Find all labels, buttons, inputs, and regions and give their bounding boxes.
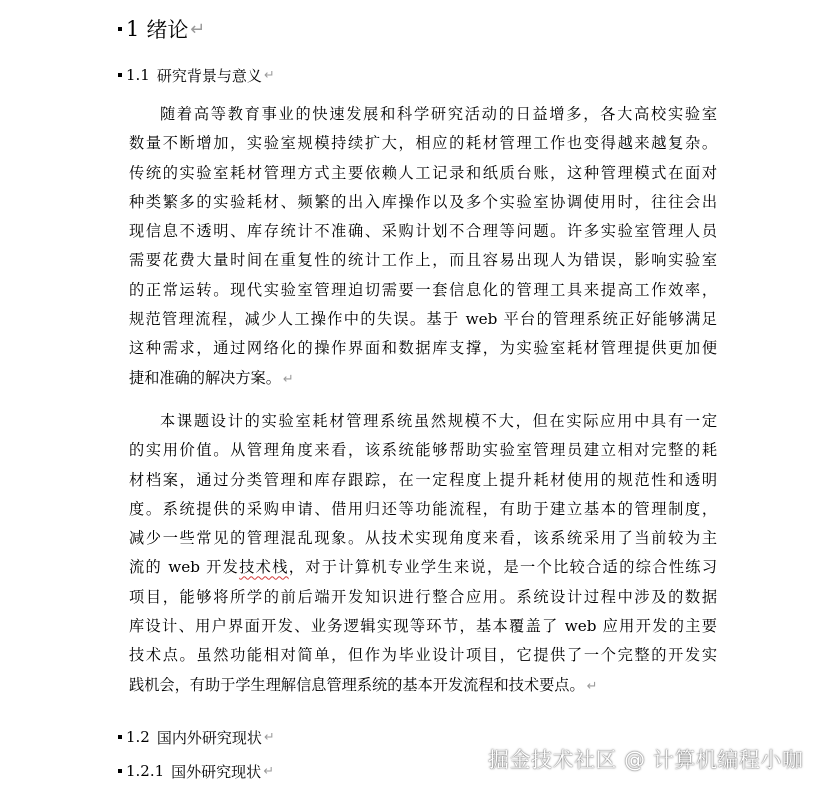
paragraph-line: 这种需求，通过网络化的操作界面和数据库支撑，为实验室耗材管理提供更加便 [129,339,717,358]
paragraph-line: 材档案，通过分类管理和库存跟踪，在一定程度上提升耗材使用的规范性和透明 [129,470,717,489]
heading-number: 1.1 [126,66,150,84]
paragraph-line: 数量不断增加，实验室规模持续扩大，相应的耗材管理工作也变得越来越复杂。 [129,134,717,153]
paragraph-mark-icon: ↵ [586,678,598,694]
heading-number: 1.2 [126,728,150,746]
heading-title: 国内外研究现状 [156,728,262,747]
paragraph-line: 项目，能够将所学的前后端开发知识进行整合应用。系统设计过程中涉及的数据 [129,587,717,606]
heading-1-2-1 [118,760,274,782]
paragraph-line: 需要花费大量时间在重复性的统计工作上，而且容易出现人为错误，影响实验室 [129,251,717,270]
paragraph-line: 技术点。虽然功能相对简单，但作为毕业设计项目，它提供了一个完整的开发实 [129,646,717,665]
spellcheck-underline: 技术栈 [239,558,289,577]
paragraph-line-text: 践机会，有助于学生理解信息管理系统的基本开发流程和技术要点。 [129,675,585,694]
heading-title: 绪论 [146,18,189,42]
heading-1-2 [118,726,275,748]
paragraph-line: 随着高等教育事业的快速发展和科学研究活动的日益增多，各大高校实验室 [160,105,717,123]
paragraph-line: 种类繁多的实验耗材、频繁的出入库操作以及多个实验室协调使用时，往往会出 [129,192,717,211]
paragraph-line: 传统的实验室耗材管理方式主要依赖人工记录和纸质台账，这种管理模式在面对 [129,163,717,182]
heading-bullet [118,769,122,773]
paragraph-line: 库设计、用户界面开发、业务逻辑实现等环节，基本覆盖了 web 应用开发的主要 [129,617,717,636]
paragraph-mark-icon: ↵ [190,18,206,40]
paragraph-line: 减少一些常见的管理混乱现象。从技术实现角度来看，该系统采用了当前较为主 [129,529,717,548]
watermark: 掘金技术社区 @ 计算机编程小咖 [488,748,804,772]
heading-1 [118,14,205,44]
paragraph-line: 的实用价值。从管理角度来看，该系统能够帮助实验室管理员建立相对完整的耗 [129,441,717,460]
paragraph-line-last [129,671,717,700]
paragraph-line: 规范管理流程，减少人工操作中的失误。基于 web 平台的管理系统正好能够满足 [129,310,717,329]
paragraph-mark-icon: ↵ [263,729,275,745]
heading-bullet [118,27,122,31]
paragraph-mark-icon: ↵ [263,67,275,83]
heading-bullet [118,735,122,739]
heading-title: 国外研究现状 [171,762,262,781]
paragraph-line-text: 捷和准确的解决方案。 [129,368,281,387]
heading-number: 1.2.1 [126,762,165,780]
paragraph-line: 度。系统提供的采购申请、借用归还等功能流程，有助于建立基本的管理制度， [129,499,717,518]
paragraph-line: 的正常运转。现代实验室管理迫切需要一套信息化的管理工具来提高工作效率， [129,280,717,299]
heading-bullet [118,73,122,77]
paragraph-line-last [129,364,717,393]
paragraph-line: 本课题设计的实验室耗材管理系统虽然规模不大，但在实际应用中具有一定 [160,412,717,430]
heading-number: 1 [126,17,140,41]
paragraph-line: 现信息不透明、库存统计不准确、采购计划不合理等问题。许多实验室管理人员 [129,222,717,241]
heading-title: 研究背景与意义 [156,66,262,85]
paragraph-mark-icon: ↵ [263,763,274,779]
paragraph-mark-icon: ↵ [282,371,294,387]
heading-1-1 [118,64,275,86]
paragraph-background [129,100,717,393]
paragraph-line: 流的 web 开发技术栈，对于计算机专业学生来说，是一个比较合适的综合性练习 [129,558,718,577]
paragraph-significance [129,407,717,700]
